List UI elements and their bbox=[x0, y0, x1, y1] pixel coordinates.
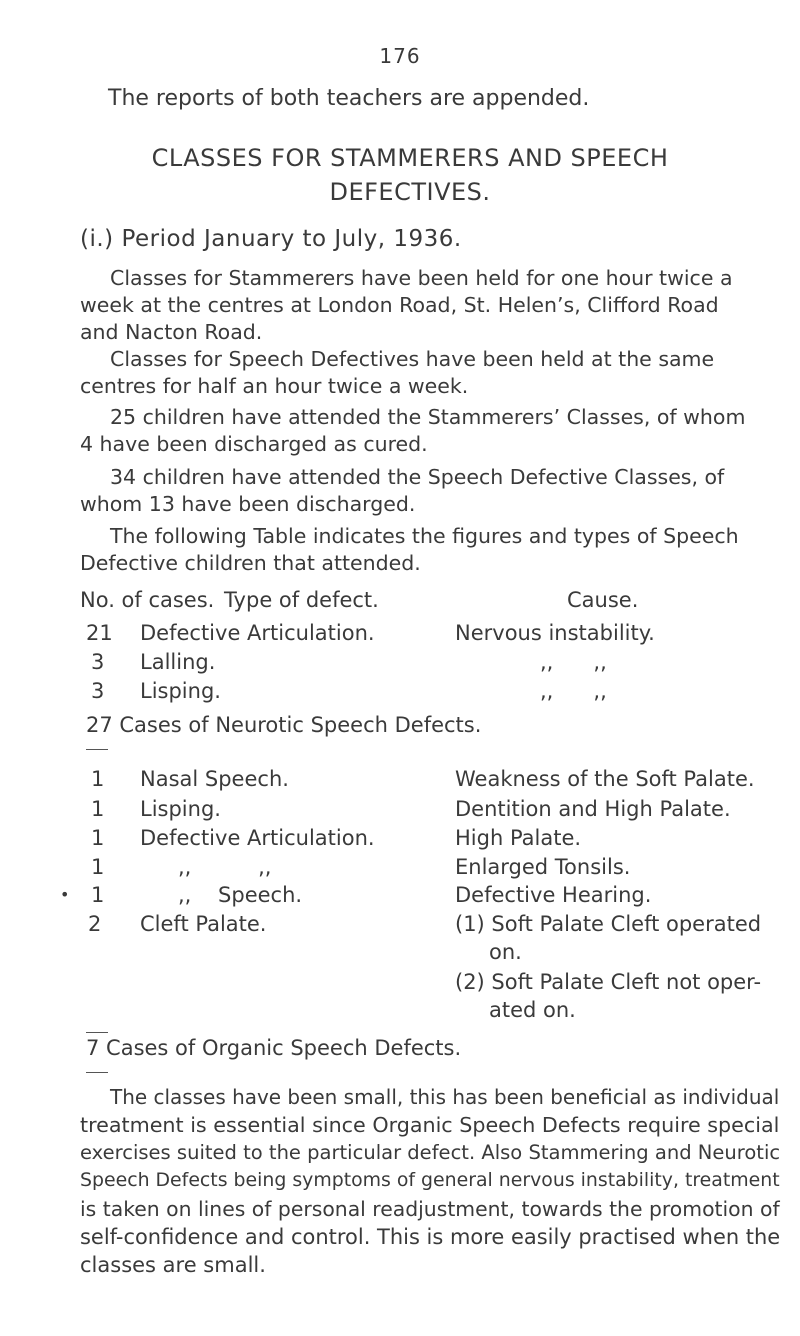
paragraph-speech-attended: 34 children have attended the Speech Defective Classes, of whom 13 have been discharged. bbox=[80, 465, 725, 516]
table-row-cause: ,, ,, bbox=[540, 650, 607, 674]
paragraph-table-intro: The following Table indicates the figures and types of Speech Defective children that attended. bbox=[80, 524, 739, 575]
header-no-of-cases: No. of cases. bbox=[80, 588, 215, 612]
table-row-type: Cleft Palate. bbox=[140, 912, 267, 936]
header-type-of-defect: Type of defect. bbox=[224, 588, 379, 612]
margin-mark: • bbox=[60, 885, 70, 904]
table-row-count: 1 bbox=[91, 797, 105, 821]
table-row-cause: Defective Hearing. bbox=[455, 883, 652, 907]
divider bbox=[86, 749, 108, 750]
table-row-type: ,, ,, bbox=[178, 855, 272, 879]
table-row-count: 3 bbox=[91, 650, 105, 674]
table-row-cause: Weakness of the Soft Palate. bbox=[455, 767, 755, 791]
table-row-type: Lisping. bbox=[140, 797, 221, 821]
closing-line: classes are small. bbox=[80, 1253, 266, 1277]
cause-continuation: ated on. bbox=[489, 998, 576, 1022]
table-row-type: Defective Articulation. bbox=[140, 826, 375, 850]
paragraph-classes-speech: Classes for Speech Defectives have been held at the same centres for half an hour twice a week. bbox=[80, 347, 715, 398]
paragraph-stammerers-attended: 25 children have attended the Stammerers’ Classes, of whom 4 have been discharged as cured. bbox=[80, 405, 746, 456]
table-row-count: 1 bbox=[91, 767, 105, 791]
table-row-cause: (1) Soft Palate Cleft operated bbox=[455, 912, 762, 936]
closing-line: self-confidence and control. This is more easily practised when the bbox=[80, 1225, 781, 1249]
table-row-cause: Enlarged Tonsils. bbox=[455, 855, 631, 879]
section-heading-line-2: DEFECTIVES. bbox=[329, 178, 491, 206]
section-heading-line-1: CLASSES FOR STAMMERERS AND SPEECH bbox=[151, 144, 669, 172]
organic-total: 7 Cases of Organic Speech Defects. bbox=[86, 1036, 462, 1060]
cause-continuation: (2) Soft Palate Cleft not oper- bbox=[455, 970, 762, 994]
closing-line: Speech Defects being symptoms of general nervous instability, treatment bbox=[80, 1169, 780, 1191]
header-cause: Cause. bbox=[567, 588, 639, 612]
table-row-count: 2 bbox=[88, 912, 102, 936]
table-row-cause: Nervous instability. bbox=[455, 621, 655, 645]
table-row-cause: Dentition and High Palate. bbox=[455, 797, 731, 821]
closing-line: is taken on lines of personal readjustment, towards the promotion of bbox=[80, 1197, 780, 1221]
divider bbox=[86, 1032, 108, 1033]
table-row-count: 3 bbox=[91, 679, 105, 703]
divider bbox=[86, 1072, 108, 1073]
table-row-count: 21 bbox=[86, 621, 113, 645]
table-row-count: 1 bbox=[91, 855, 105, 879]
period-subheading: (i.) Period January to July, 1936. bbox=[80, 226, 462, 252]
table-row-cause: ,, ,, bbox=[540, 679, 607, 703]
paragraph-classes-stammerers: Classes for Stammerers have been held for one hour twice a week at the centres at London Road, St. Helen’s, Clifford Road and Nacton Road. bbox=[80, 266, 733, 344]
table-row-type: Lisping. bbox=[140, 679, 221, 703]
page-number: 176 bbox=[379, 44, 421, 68]
intro-line: The reports of both teachers are appended. bbox=[108, 86, 590, 111]
table-row-type: Nasal Speech. bbox=[140, 767, 289, 791]
table-row-type: Defective Articulation. bbox=[140, 621, 375, 645]
table-row-type: Lalling. bbox=[140, 650, 216, 674]
neurotic-total: 27 Cases of Neurotic Speech Defects. bbox=[86, 713, 482, 737]
table-row-cause: High Palate. bbox=[455, 826, 582, 850]
table-row-count: 1 bbox=[91, 826, 105, 850]
table-row-count: 1 bbox=[91, 883, 105, 907]
closing-line: The classes have been small, this has been beneficial as individual bbox=[110, 1085, 780, 1109]
table-row-type: ,, Speech. bbox=[178, 883, 303, 907]
cause-continuation: on. bbox=[489, 940, 522, 964]
closing-line: treatment is essential since Organic Speech Defects require special bbox=[80, 1113, 780, 1137]
closing-line: exercises suited to the particular defect. Also Stammering and Neurotic bbox=[80, 1141, 781, 1164]
section-heading bbox=[60, 141, 760, 209]
